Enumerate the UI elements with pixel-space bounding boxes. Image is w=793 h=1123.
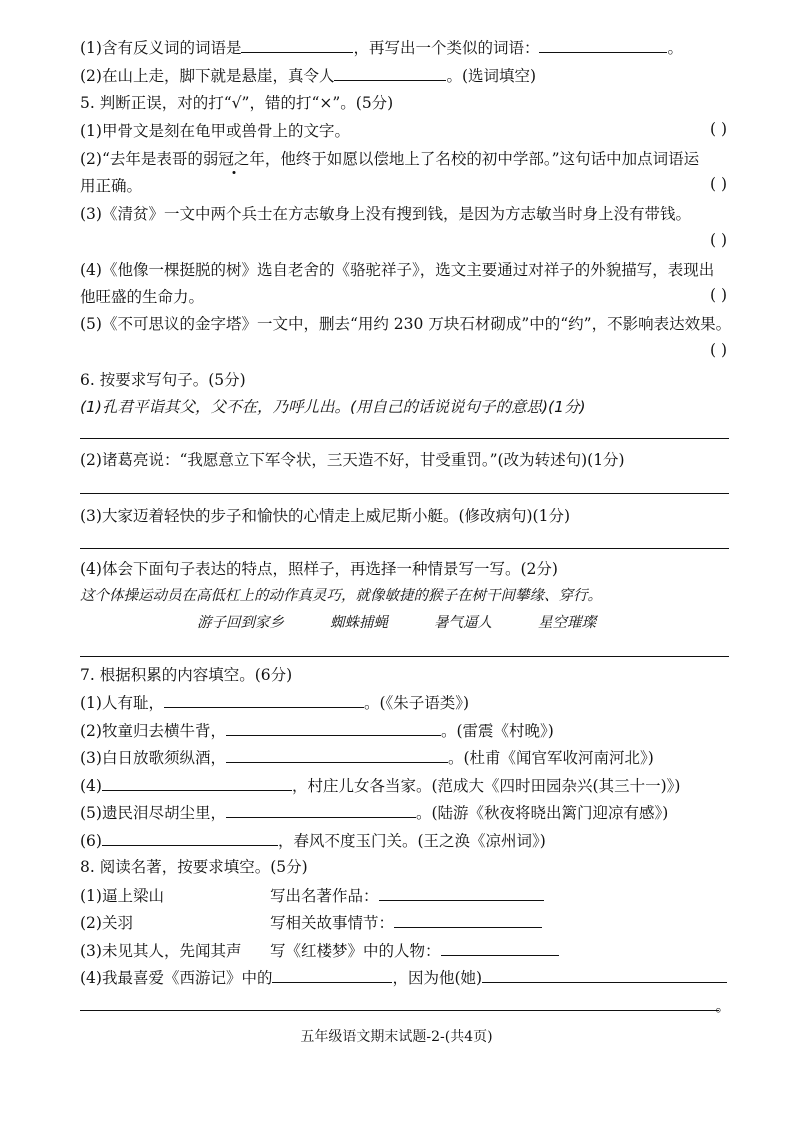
q7-item4 [80, 774, 729, 797]
q8-item1-text-a: (1)逼上梁山 [80, 887, 164, 905]
q5-item4-cont: 他旺盛的生命力。 [80, 288, 205, 306]
q8-item2-text-a: (2)关羽 [80, 914, 133, 932]
q7-item1-text-a: (1)人有耻， [80, 694, 164, 712]
q7-item4-text-a: (4) [80, 777, 102, 795]
q4-item1-blank-a[interactable] [241, 36, 353, 53]
q5-item3-answer-paren[interactable]: ( ) [709, 231, 727, 249]
q5-item1-text: (1)甲骨文是刻在龟甲或兽骨上的文字。 [80, 122, 350, 140]
q4-item1 [80, 36, 729, 59]
q6-choice-3: 暑气逼人 [434, 615, 492, 631]
q5-item2-text-b: ，他终于如愿以偿地上了名校的初中学部。”这句话中加点词语运 [264, 150, 700, 168]
q5-item1-answer-paren[interactable]: ( ) [709, 120, 727, 138]
q7-item1-blank[interactable] [164, 691, 364, 708]
q5-item5: (5)《不可思议的金字塔》一文中，删去“用约 230 万块石材砌成”中的“约”，不影响表达效果。 [80, 315, 732, 333]
q5-item4-answer-paren[interactable]: ( ) [709, 286, 727, 304]
q4-item1-text-b: ，再写出一个类似的词语： [353, 39, 540, 57]
q7-item1-text-b: 。(《朱子语类》) [363, 694, 470, 712]
q8-item2-text-b: 写相关故事情节： [270, 914, 395, 932]
q5-item4: (4)《他像一棵挺脱的树》选自老舍的《骆驼祥子》，选文主要通过对祥子的外貌描写，表现出 [80, 261, 715, 279]
q4-item2-text-a: (2)在山上走，脚下就是悬崖，真令人 [80, 67, 335, 85]
q8-item2-blank[interactable] [394, 911, 542, 928]
q7-item6-text-b: ，春风不度玉门关。(王之涣《凉州词》) [277, 832, 546, 850]
q8-item3 [80, 939, 729, 962]
q4-item1-text-c: 。 [667, 39, 683, 57]
q6-example-sentence: 这个体操运动员在高低杠上的动作真灵巧，就像敏捷的猴子在树干间攀缘、穿行。 [80, 588, 602, 604]
q7-item5-blank[interactable] [226, 801, 416, 818]
q7-item3-text-a: (3)白日放歌须纵酒， [80, 749, 226, 767]
q4-item2 [80, 64, 729, 87]
q4-item2-text-b: 。(选词填空) [446, 67, 537, 85]
q6-choice-4: 星空璀璨 [538, 615, 596, 631]
q6-title: 6. 按要求写句子。(5分) [80, 371, 246, 389]
q6-item1-answer-line[interactable] [80, 438, 729, 439]
q8-item1-text-b: 写出名著作品： [270, 887, 379, 905]
q8-item4 [80, 966, 729, 989]
q4-item2-blank[interactable] [334, 64, 446, 81]
q8-item3-blank[interactable] [441, 939, 559, 956]
q7-item5 [80, 801, 729, 824]
q6-item1: (1)孔君平诣其父，父不在，乃呼儿出。(用自己的话说说句子的意思)(1分) [80, 398, 586, 416]
q7-item5-text-a: (5)遗民泪尽胡尘里， [80, 804, 226, 822]
q6-item2-answer-line[interactable] [80, 493, 729, 494]
q5-item2-text-a: (2)“去年是表哥的 [80, 150, 203, 168]
q8-item4-blank-a[interactable] [272, 966, 392, 983]
q8-item3-text-a: (3)未见其人，先闻其声 [80, 942, 242, 960]
q8-item1 [80, 884, 729, 907]
q7-item2-text-b: 。(雷震《村晚》) [440, 722, 554, 740]
q8-item4-blank-b[interactable] [482, 966, 727, 983]
q7-item4-blank[interactable] [102, 774, 292, 791]
q5-title: 5. 判断正误，对的打“√”，错的打“×”。(5分) [80, 94, 394, 112]
q8-item1-blank[interactable] [379, 884, 544, 901]
q6-choice-2: 蜘蛛捕蝇 [330, 615, 388, 631]
q5-item1 [80, 120, 729, 142]
page-footer: 五年级语文期末试题-2-(共4页) [300, 1029, 493, 1045]
q8-item4-end-mark: 。 [715, 997, 731, 1015]
q6-item3: (3)大家迈着轻快的步子和愉快的心情走上威尼斯小艇。(修改病句)(1分) [80, 507, 571, 525]
q8-item3-text-b: 写《红楼梦》中的人物： [270, 942, 441, 960]
q4-item1-blank-b[interactable] [539, 36, 667, 53]
q7-item6-text-a: (6) [80, 832, 102, 850]
q7-item6 [80, 829, 729, 852]
q5-item2-answer-paren[interactable]: ( ) [709, 175, 727, 193]
q7-item5-text-b: 。(陆游《秋夜将晓出篱门迎凉有感》) [415, 804, 669, 822]
q6-choice-1: 游子回到家乡 [197, 615, 284, 631]
q5-item3: (3)《清贫》一文中两个兵士在方志敏身上没有搜到钱，是因为方志敏当时身上没有带钱。 [80, 205, 691, 223]
q7-item2 [80, 719, 729, 742]
q5-item2 [80, 148, 729, 170]
q8-title: 8. 阅读名著，按要求填空。(5分) [80, 858, 308, 876]
q7-item2-text-a: (2)牧童归去横牛背， [80, 722, 226, 740]
q6-item2: (2)诸葛亮说：“我愿意立下军令状，三天造不好，甘受重罚。”(改为转述句)(1分) [80, 451, 625, 469]
q8-item2 [80, 911, 729, 934]
q7-item3 [80, 746, 729, 769]
q8-item4-answer-line[interactable] [80, 1010, 719, 1011]
q6-item3-answer-line[interactable] [80, 548, 729, 549]
q7-item3-blank[interactable] [226, 746, 448, 763]
q5-item5-answer-paren[interactable]: ( ) [709, 341, 727, 359]
q6-item4-answer-line[interactable] [80, 656, 729, 657]
q7-title: 7. 根据积累的内容填空。(6分) [80, 666, 293, 684]
q7-item3-text-b: 。(杜甫《闻官军收河南河北》) [447, 749, 654, 767]
q8-item4-text-b: ，因为他(她) [392, 969, 483, 987]
q6-item4: (4)体会下面句子表达的特点，照样子，再选择一种情景写一写。(2分) [80, 560, 558, 578]
q7-item4-text-b: ，村庄儿女各当家。(范成大《四时田园杂兴(其三十一)》) [291, 777, 681, 795]
q4-item1-text-a: (1)含有反义词的词语是 [80, 39, 242, 57]
q5-item2-dotted-word: 弱冠之年 [202, 150, 265, 168]
q6-scenario-choices [197, 612, 729, 634]
q7-item2-blank[interactable] [226, 719, 441, 736]
q7-item1 [80, 691, 729, 714]
q7-item6-blank[interactable] [102, 829, 278, 846]
q5-item2-cont: 用正确。 [80, 177, 143, 195]
q8-item4-text-a: (4)我最喜爱《西游记》中的 [80, 969, 273, 987]
